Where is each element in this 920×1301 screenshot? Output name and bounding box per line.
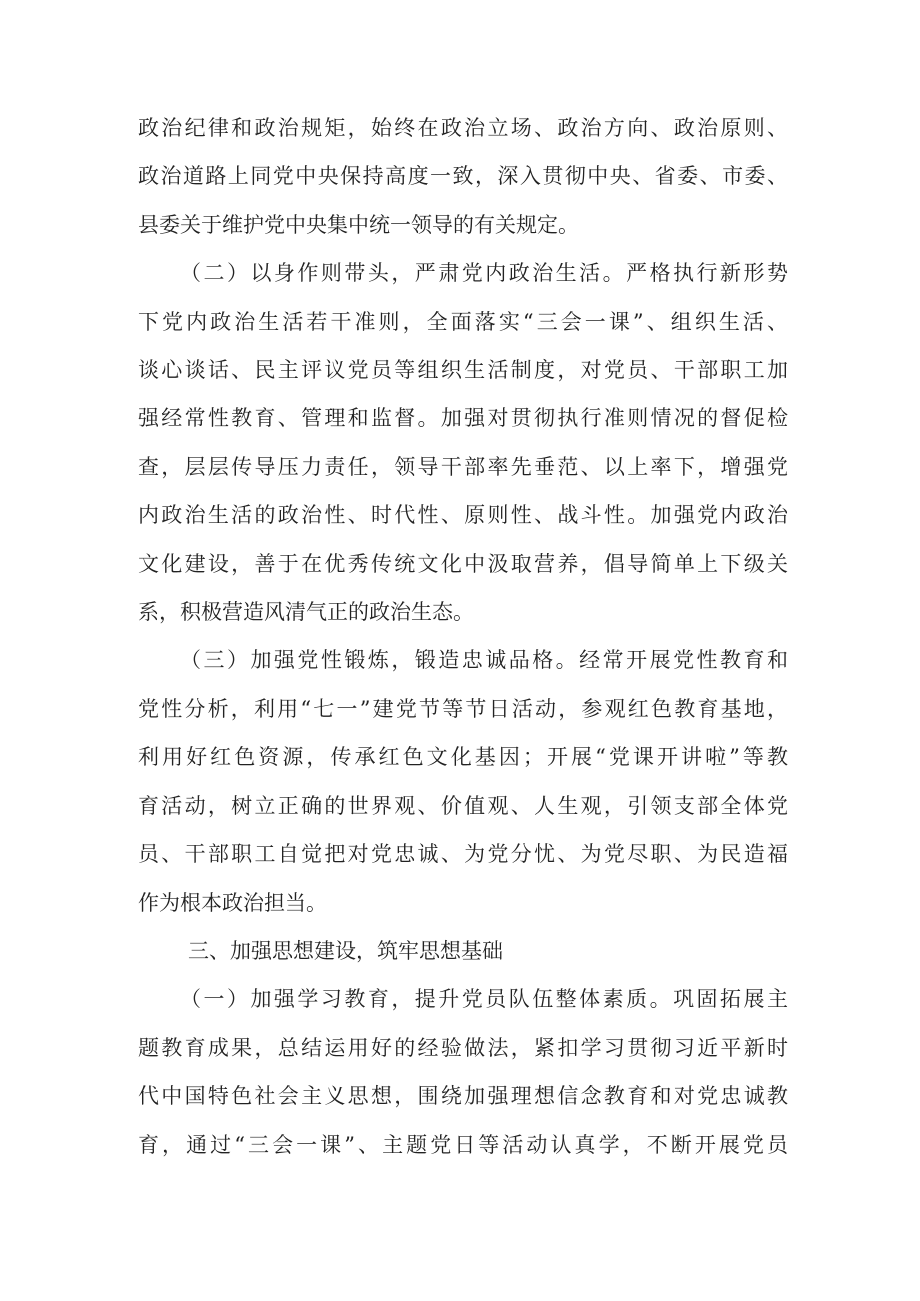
text-line: （三）加强党性锻炼，锻造忠诚品格。经常开展党性教育和 — [180, 648, 788, 673]
heading-text: 三、加强思想建设，筑牢思想基础 — [188, 938, 503, 963]
text-line: 作为根本政治担当。 — [138, 890, 327, 915]
paragraph-study-education — [138, 975, 788, 1169]
text-line: 政治纪律和政治规矩，始终在政治立场、政治方向、政治原则、 — [138, 116, 788, 140]
paragraph-party-political-life — [138, 249, 788, 636]
text-line: 代中国特色社会主义思想，围绕加强理想信念教育和对党忠诚教 — [138, 1084, 788, 1109]
text-line: 县委关于维护党中央集中统一领导的有关规定。 — [138, 212, 579, 237]
text-line: 党性分析，利用“七一”建党节等节日活动，参观红色教育基地， — [138, 696, 788, 721]
text-line: 员、干部职工自觉把对党忠诚、为党分忧、为党尽职、为民造福 — [138, 842, 788, 867]
text-line: （一）加强学习教育，提升党员队伍整体素质。巩固拓展主 — [180, 987, 788, 1012]
text-line: 政治道路上同党中央保持高度一致，深入贯彻中央、省委、市委、 — [138, 164, 788, 189]
text-line: 强经常性教育、管理和监督。加强对贯彻执行准则情况的督促检 — [138, 406, 788, 431]
section-heading — [138, 927, 788, 975]
text-line: 谈心谈话、民主评议党员等组织生活制度，对党员、干部职工加 — [138, 358, 788, 383]
paragraph-party-spirit — [138, 636, 788, 926]
text-line: 文化建设，善于在优秀传统文化中汲取营养，倡导简单上下级关 — [138, 551, 788, 576]
text-line: 内政治生活的政治性、时代性、原则性、战斗性。加强党内政治 — [138, 503, 788, 528]
text-line: 查，层层传导压力责任，领导干部率先垂范、以上率下，增强党 — [138, 454, 788, 479]
document-body — [138, 104, 788, 1169]
text-line: 育活动，树立正确的世界观、价值观、人生观，引领支部全体党 — [138, 793, 788, 818]
text-line: 题教育成果，总结运用好的经验做法，紧扣学习贯彻习近平新时 — [138, 1035, 788, 1060]
paragraph-political-discipline — [138, 104, 788, 249]
text-line: 育，通过“三会一课”、主题党日等活动认真学，不断开展党员 — [138, 1132, 788, 1157]
text-line: （二）以身作则带头，严肃党内政治生活。严格执行新形势 — [180, 261, 788, 286]
text-line: 下党内政治生活若干准则，全面落实“三会一课”、组织生活、 — [138, 309, 788, 334]
text-line: 利用好红色资源，传承红色文化基因；开展“党课开讲啦”等教 — [138, 745, 788, 770]
text-line: 系，积极营造风清气正的政治生态。 — [138, 600, 474, 625]
